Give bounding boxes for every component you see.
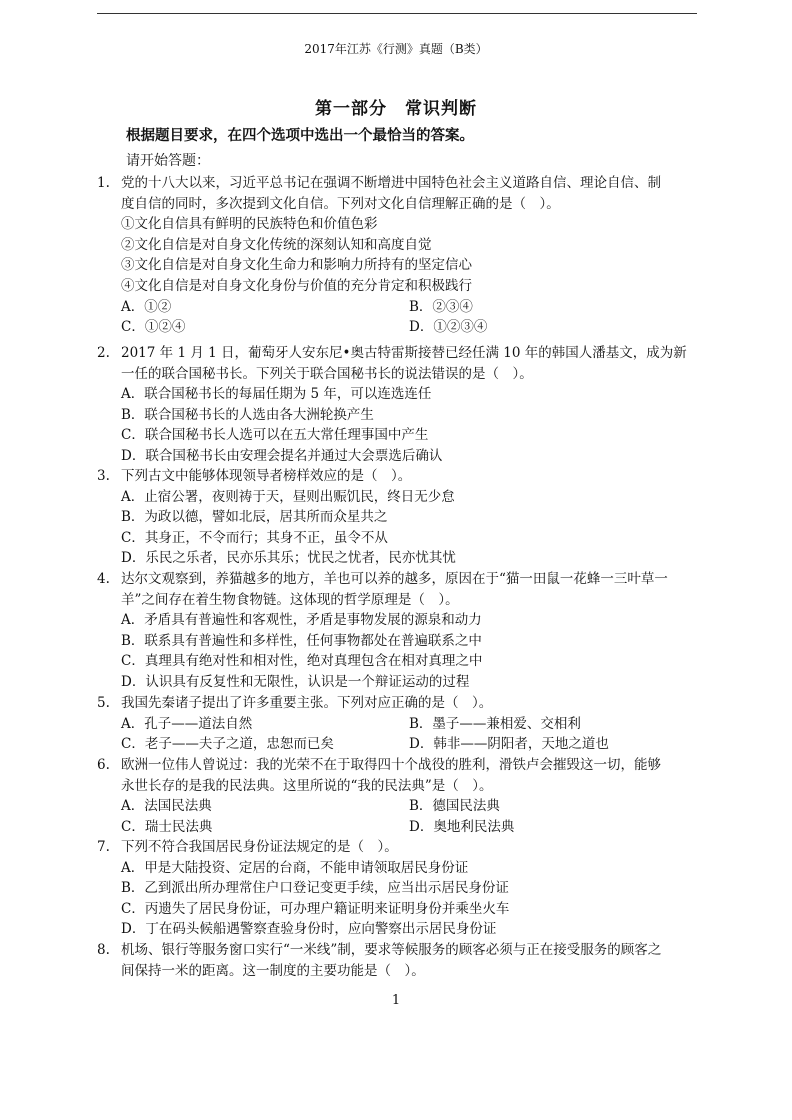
question-stem-line: 下列古文中能够体现领导者榜样效应的是（ ）。 — [121, 468, 412, 484]
option-a: A．矛盾具有普遍性和客观性，矛盾是事物发展的源泉和动力 — [121, 612, 482, 629]
section-name: 常识判断 — [405, 99, 477, 119]
question-8 — [97, 940, 697, 981]
question-number: 3. — [97, 468, 110, 484]
question-number: 2. — [97, 345, 110, 361]
option-a: A．联合国秘书长的每届任期为 5 年，可以连选连任 — [121, 386, 432, 403]
option-a: A．甲是大陆投资、定居的台商，不能申请领取居民身份证 — [121, 859, 469, 876]
question-6 — [97, 755, 697, 837]
question-stem-line: 我国先秦诸子提出了许多重要主张。下列对应正确的是（ ）。 — [121, 695, 493, 711]
section-part: 第一部分 — [315, 99, 387, 119]
question-stem-line: 2017 年 1 月 1 日，葡萄牙人安东尼•奥古特雷斯接替已经任满 10 年的韩国人潘基文，成为新 — [121, 345, 687, 361]
option-d: D．联合国秘书长由安理会提名并通过大会票选后确认 — [121, 447, 443, 464]
option-a: A．①② — [121, 298, 172, 315]
question-stem-line: 机场、银行等服务窗口实行“一米线”制，要求等候服务的顾客必须与正在接受服务的顾客之 — [121, 942, 662, 958]
option-d: D．乐民之乐者，民亦乐其乐；忧民之忧者，民亦忧其忧 — [121, 550, 456, 567]
option-row — [121, 796, 697, 817]
question-7 — [97, 837, 697, 940]
statement-item: ③文化自信是对自身文化生命力和影响力所持有的坚定信心 — [121, 257, 472, 274]
question-number: 6. — [97, 757, 110, 773]
option-b: B．乙到派出所办理常住户口登记变更手续，应当出示居民身份证 — [121, 880, 509, 897]
question-stem-line: 永世长存的是我的民法典。这里所说的“我的民法典”是（ ）。 — [121, 777, 493, 794]
statement-item: ①文化自信具有鲜明的民族特色和价值色彩 — [121, 216, 378, 233]
option-b: B．联系具有普遍性和多样性，任何事物都处在普遍联系之中 — [121, 632, 482, 649]
option-row — [121, 714, 697, 735]
option-c: C．其身正，不令而行；其身不正，虽令不从 — [121, 529, 388, 546]
instruction: 根据题目要求，在四个选项中选出一个最恰当的答案。 — [126, 127, 474, 144]
question-3 — [97, 466, 697, 569]
question-stem-line: 羊”之间存在着生物食物链。这体现的哲学原理是（ ）。 — [121, 591, 459, 608]
answer-prompt: 请开始答题： — [126, 153, 210, 169]
option-d: D．奥地利民法典 — [409, 818, 515, 835]
option-c: C．老子——夫子之道，忠恕而已矣 — [121, 736, 334, 753]
option-c: C．瑞士民法典 — [121, 818, 213, 835]
question-stem-line: 达尔文观察到，养猫越多的地方，羊也可以养的越多，原因在于“猫一田鼠一花蜂一三叶草一 — [121, 571, 668, 587]
option-row — [121, 817, 697, 838]
question-number: 8. — [97, 942, 110, 958]
option-d: D．丁在码头候船遇警察查验身份时，应向警察出示居民身份证 — [121, 921, 497, 938]
question-stem-line: 间保持一米的距离。这一制度的主要功能是（ ）。 — [121, 962, 425, 979]
question-number: 5. — [97, 695, 110, 711]
option-b: B．联合国秘书长的人选由各大洲轮换产生 — [121, 406, 374, 423]
option-row — [121, 297, 697, 318]
option-c: C．①②④ — [121, 319, 186, 336]
question-number: 7. — [97, 839, 110, 855]
question-number: 4. — [97, 571, 110, 587]
option-d: D．认识具有反复性和无限性，认识是一个辩证运动的过程 — [121, 673, 470, 690]
question-stem-line: 下列不符合我国居民身份证法规定的是（ ）。 — [121, 839, 398, 855]
option-b: B．②③④ — [409, 298, 473, 315]
question-stem-line: 欧洲一位伟人曾说过：我的光荣不在于取得四十个战役的胜利，滑铁卢会摧毁这一切，能够 — [121, 757, 661, 773]
question-1 — [97, 173, 697, 338]
question-stem-line: 党的十八大以来，习近平总书记在强调不断增进中国特色社会主义道路自信、理论自信、制 — [121, 175, 661, 191]
option-b: B．德国民法典 — [409, 798, 500, 815]
statement-item: ②文化自信是对自身文化传统的深刻认知和高度自觉 — [121, 236, 432, 253]
page-number: 1 — [391, 993, 401, 1008]
option-a: A．止宿公署，夜则祷于天，昼则出赈饥民，终日无少怠 — [121, 488, 455, 505]
option-row — [121, 317, 697, 338]
question-number: 1. — [97, 175, 110, 191]
question-stem-line: 度自信的同时，多次提到文化自信。下列对文化自信理解正确的是（ ）。 — [121, 195, 560, 212]
question-stem-line: 一任的联合国秘书长。下列关于联合国秘书长的说法错误的是（ ）。 — [121, 365, 533, 382]
question-2 — [97, 343, 697, 467]
question-4 — [97, 569, 697, 693]
option-c: C．联合国秘书长人选可以在五大常任理事国中产生 — [121, 427, 429, 444]
option-c: C．真理具有绝对性和相对性，绝对真理包含在相对真理之中 — [121, 653, 483, 670]
question-5 — [97, 693, 697, 755]
option-b: B．墨子——兼相爱、交相利 — [409, 715, 581, 732]
option-d: D．①②③④ — [409, 319, 488, 336]
option-a: A．孔子——道法自然 — [121, 715, 253, 732]
statement-item: ④文化自信是对自身文化身份与价值的充分肯定和积极践行 — [121, 277, 472, 294]
section-title — [0, 94, 792, 119]
option-d: D．韩非——阴阳者，天地之道也 — [409, 736, 609, 753]
page-header: 2017年江苏《行测》真题（B类） — [304, 42, 488, 56]
option-row — [121, 734, 697, 755]
option-c: C．丙遗失了居民身份证，可办理户籍证明来证明身份并乘坐火车 — [121, 900, 510, 917]
header-rule — [97, 13, 697, 14]
option-b: B．为政以德，譬如北辰，居其所而众星共之 — [121, 509, 388, 526]
option-a: A．法国民法典 — [121, 798, 212, 815]
